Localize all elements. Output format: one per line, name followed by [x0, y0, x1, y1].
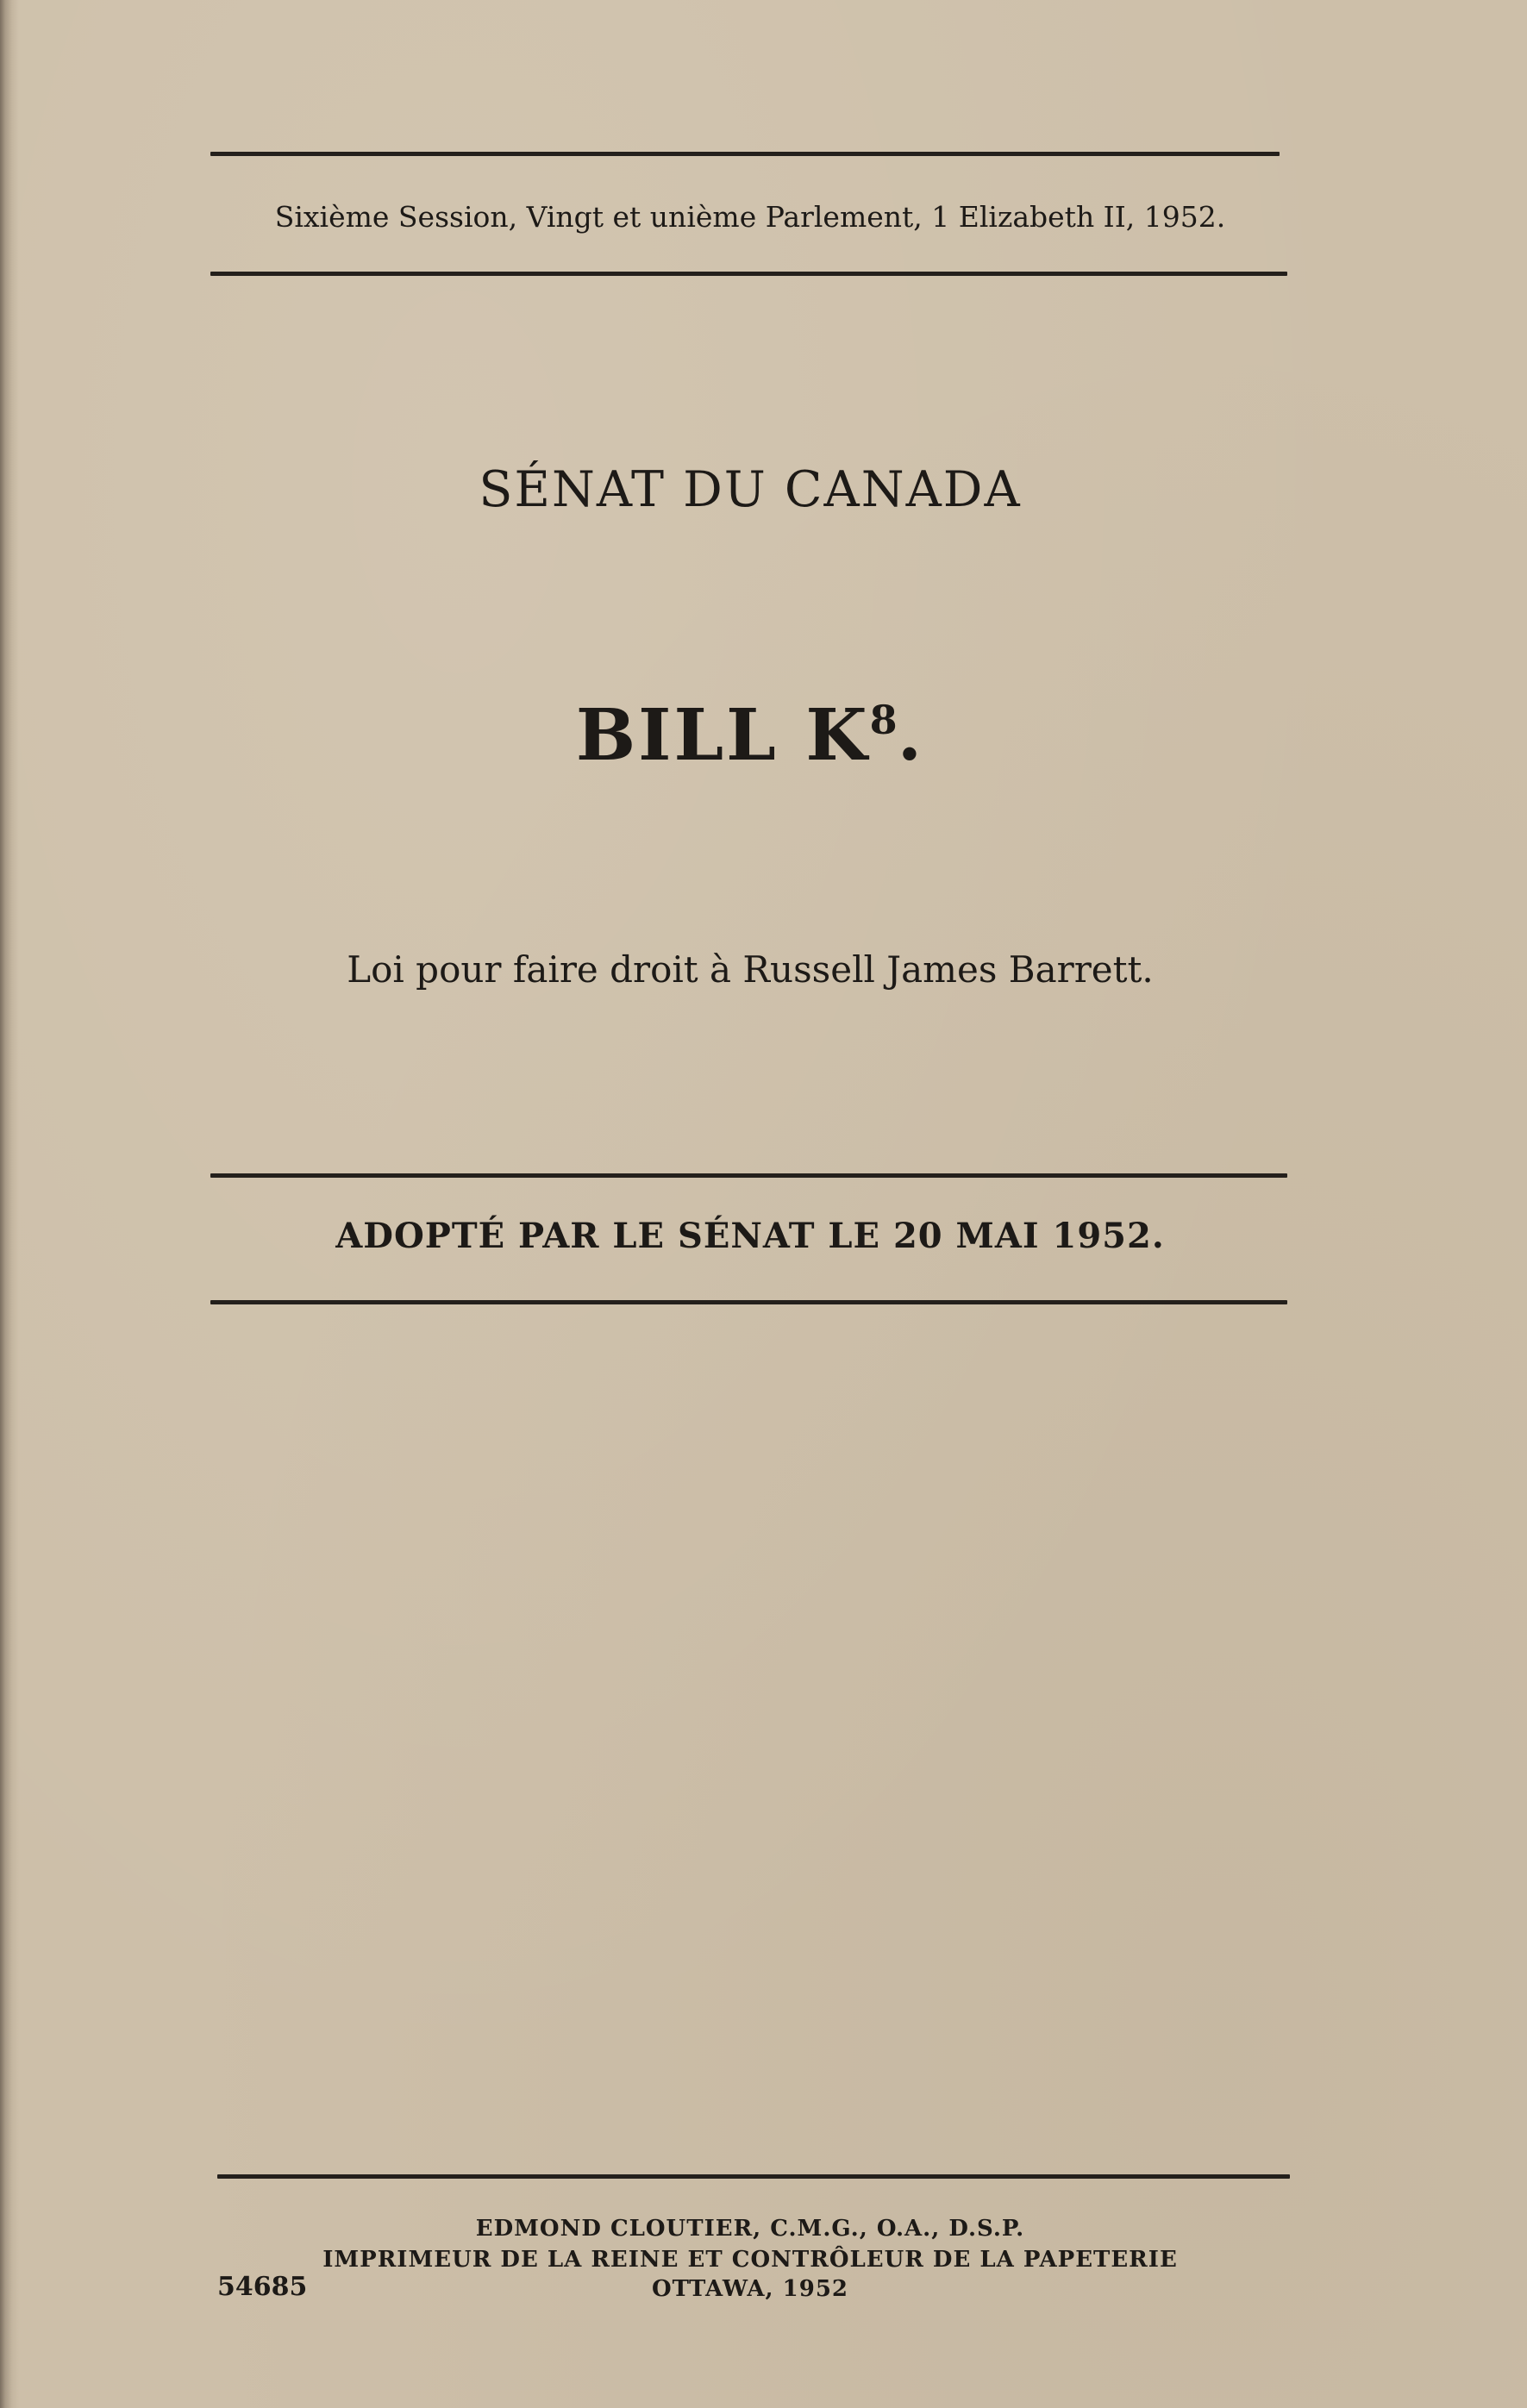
- bill-superscript: 8: [869, 697, 898, 743]
- senate-name: SÉNAT DU CANADA: [479, 461, 1022, 518]
- printer-city-year: OTTAWA, 1952: [651, 2276, 849, 2302]
- bill-label: BILL K: [575, 694, 870, 777]
- adoption-notice: ADOPTÉ PAR LE SÉNAT LE 20 MAI 1952.: [335, 1216, 1165, 1256]
- catalogue-number: 54685: [217, 2272, 308, 2302]
- imprint-rule: [217, 2174, 1290, 2179]
- printer-title: IMPRIMEUR DE LA REINE ET CONTRÔLEUR DE LA PAPETERIE: [322, 2247, 1178, 2273]
- printer-name: EDMOND CLOUTIER, C.M.G., O.A., D.S.P.: [475, 2216, 1025, 2242]
- session-line: Sixième Session, Vingt et unième Parlement, 1 Elizabeth II, 1952.: [274, 200, 1226, 234]
- bill-suffix: .: [897, 694, 925, 777]
- adoption-bottom-rule: [210, 1300, 1287, 1304]
- binding-edge: [0, 0, 19, 2408]
- session-rule: [210, 272, 1287, 276]
- top-rule: [210, 152, 1280, 156]
- bill-title: [0, 694, 1500, 777]
- adoption-top-rule: [210, 1173, 1287, 1178]
- bill-description: Loi pour faire droit à Russell James Barrett.: [347, 948, 1154, 991]
